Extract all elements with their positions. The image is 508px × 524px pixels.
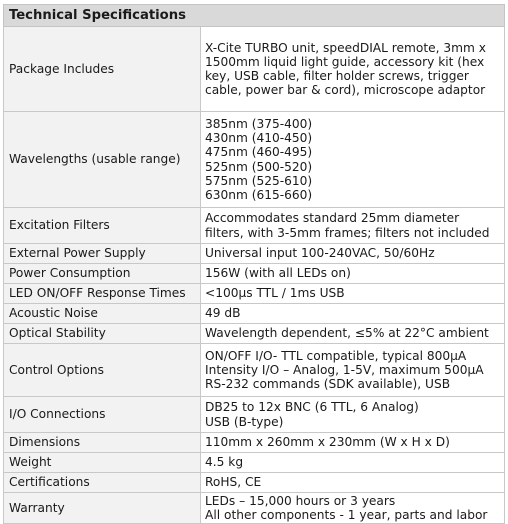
spec-row xyxy=(4,112,505,208)
spec-value-line: 156W (with all LEDs on) xyxy=(205,266,351,281)
spec-value xyxy=(201,453,505,473)
spec-value-line: All other components - 1 year, parts and labor xyxy=(205,508,488,522)
spec-value-line: 575nm (525-610) xyxy=(205,173,313,188)
spec-label: Optical Stability xyxy=(4,324,201,344)
spec-label: Warranty xyxy=(4,493,201,524)
spec-value-line: Wavelength dependent, ≤5% at 22°C ambient xyxy=(205,326,489,341)
spec-value-line: 110mm x 260mm x 230mm (W x H x D) xyxy=(205,435,450,450)
spec-row xyxy=(4,344,505,397)
spec-value-line: 430nm (410-450) xyxy=(205,131,313,146)
spec-value-line: RoHS, CE xyxy=(205,475,262,490)
spec-value-line: USB (B-type) xyxy=(205,414,284,429)
spec-value-line: Intensity I/O – Analog, 1-5V, maximum 500µA xyxy=(205,362,484,377)
spec-value-line: 4.5 kg xyxy=(205,455,244,470)
spec-value-line: Accommodates standard 25mm diameter xyxy=(205,211,460,226)
spec-value-line: LEDs – 15,000 hours or 3 years xyxy=(205,493,396,508)
spec-label: External Power Supply xyxy=(4,244,201,264)
spec-value-line: 630nm (615-660) xyxy=(205,187,313,202)
spec-value xyxy=(201,304,505,324)
spec-value-line: 1500mm liquid light guide, accessory kit (hex xyxy=(205,54,485,69)
spec-value-line: cable, power bar & cord), microscope adaptor xyxy=(205,83,486,98)
spec-value-line: DB25 to 12x BNC (6 TTL, 6 Analog) xyxy=(205,400,419,415)
spec-label: LED ON/OFF Response Times xyxy=(4,284,201,304)
spec-row xyxy=(4,473,505,493)
spec-value-line: X-Cite TURBO unit, speedDIAL remote, 3mm x xyxy=(205,40,486,55)
spec-row xyxy=(4,397,505,433)
spec-value-line: Universal input 100-240VAC, 50/60Hz xyxy=(205,246,435,261)
spec-label: Wavelengths (usable range) xyxy=(4,112,201,208)
spec-label: Control Options xyxy=(4,344,201,397)
spec-label: Excitation Filters xyxy=(4,208,201,244)
spec-label: Acoustic Noise xyxy=(4,304,201,324)
spec-label: I/O Connections xyxy=(4,397,201,433)
spec-row xyxy=(4,433,505,453)
spec-table-title: Technical Specifications xyxy=(4,5,505,27)
spec-table-header-row xyxy=(4,5,505,27)
spec-row xyxy=(4,493,505,524)
spec-table-body xyxy=(4,27,505,524)
spec-label: Certifications xyxy=(4,473,201,493)
spec-row xyxy=(4,324,505,344)
spec-value-line: ON/OFF I/O- TTL compatible, typical 800µA xyxy=(205,348,467,363)
spec-value xyxy=(201,493,505,524)
spec-value xyxy=(201,473,505,493)
spec-value xyxy=(201,433,505,453)
spec-value xyxy=(201,324,505,344)
spec-value xyxy=(201,397,505,433)
spec-value xyxy=(201,244,505,264)
spec-label: Weight xyxy=(4,453,201,473)
spec-value-line: RS-232 commands (SDK available), USB xyxy=(205,377,451,392)
spec-row xyxy=(4,27,505,112)
spec-value xyxy=(201,27,505,112)
spec-value xyxy=(201,264,505,284)
spec-value-line: <100µs TTL / 1ms USB xyxy=(205,286,345,301)
spec-label: Package Includes xyxy=(4,27,201,112)
spec-value-line: filters, with 3-5mm frames; filters not included xyxy=(205,225,490,240)
spec-value xyxy=(201,112,505,208)
spec-value-line: key, USB cable, filter holder screws, trigger xyxy=(205,69,469,83)
spec-value xyxy=(201,208,505,244)
spec-row xyxy=(4,284,505,304)
spec-label: Power Consumption xyxy=(4,264,201,284)
spec-row xyxy=(4,264,505,284)
spec-value-line: 475nm (460-495) xyxy=(205,145,313,160)
spec-value xyxy=(201,344,505,397)
spec-value-line: 385nm (375-400) xyxy=(205,116,313,131)
spec-label: Dimensions xyxy=(4,433,201,453)
spec-value-line: 49 dB xyxy=(205,306,241,321)
spec-row xyxy=(4,208,505,244)
spec-row xyxy=(4,244,505,264)
spec-row xyxy=(4,453,505,473)
spec-row xyxy=(4,304,505,324)
spec-value xyxy=(201,284,505,304)
spec-value-line: 525nm (500-520) xyxy=(205,159,313,174)
spec-table xyxy=(3,4,505,524)
